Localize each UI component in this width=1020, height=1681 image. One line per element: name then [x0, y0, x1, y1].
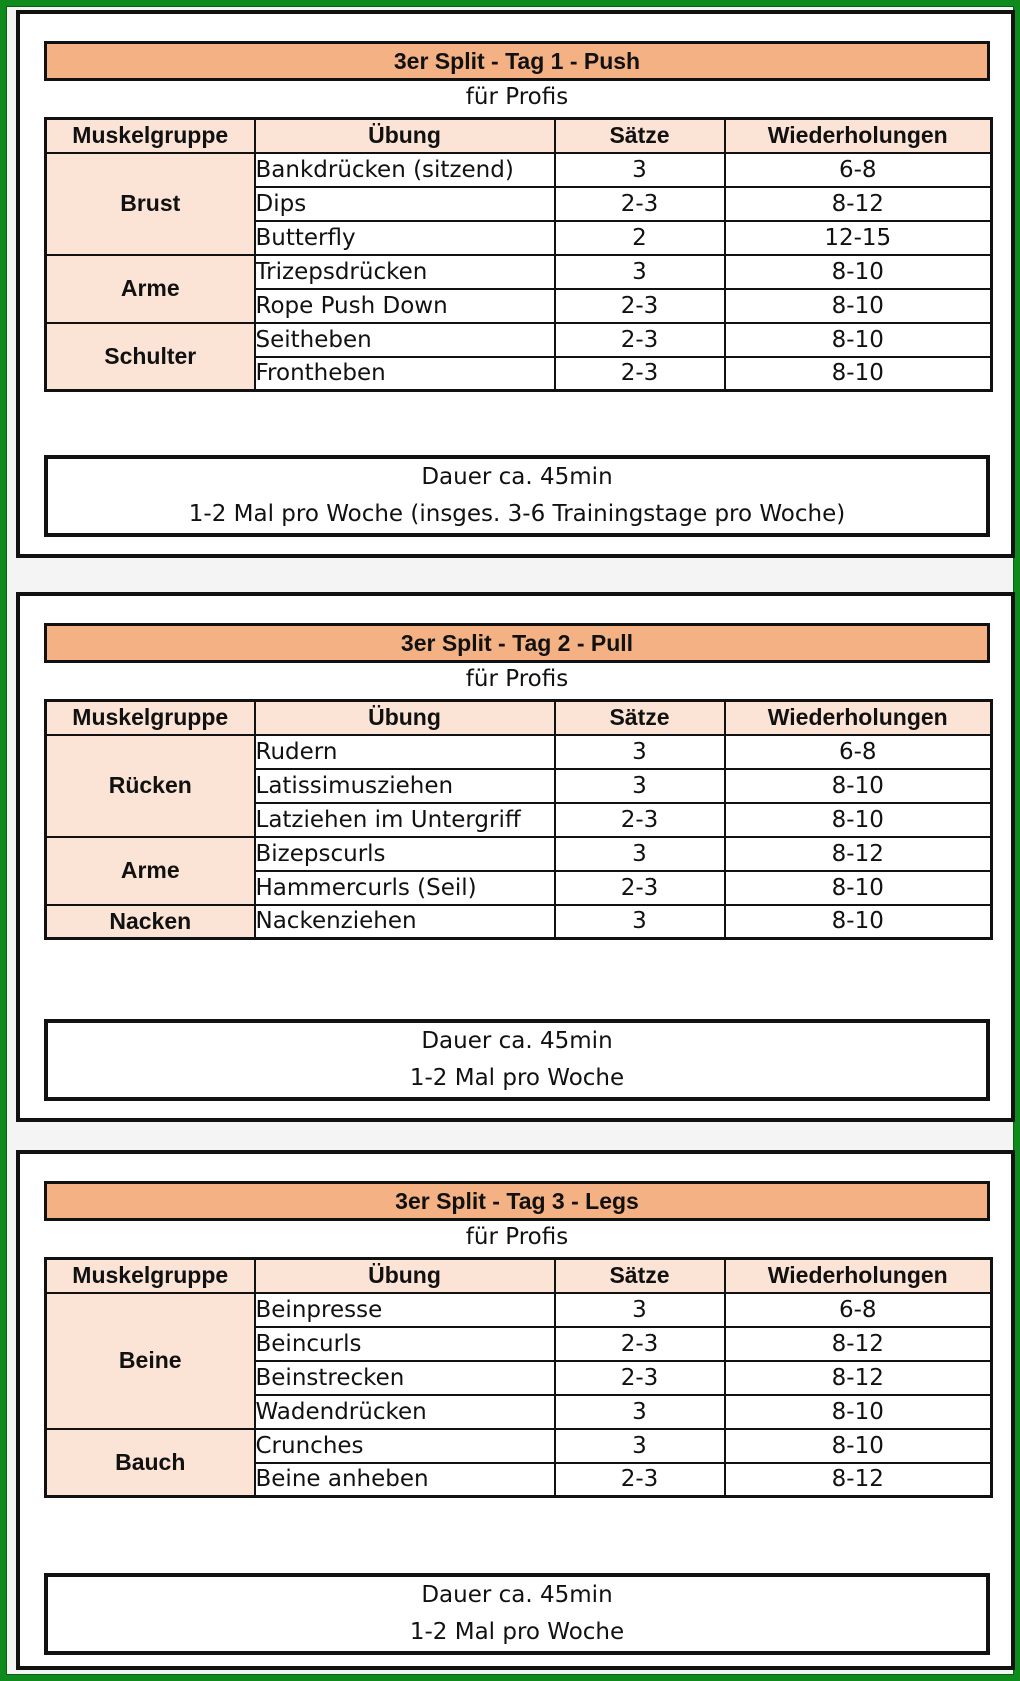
exercise-table: [44, 117, 993, 392]
sets-cell: 2: [555, 221, 725, 255]
day-subtitle: für Profis: [465, 84, 569, 110]
exercise-cell: Rudern: [255, 735, 555, 769]
day-3-panel: [16, 1150, 1015, 1670]
sets-cell: 3: [555, 1395, 725, 1429]
col-header-muscle-group: Muskelgruppe: [46, 119, 255, 153]
exercise-cell: Seitheben: [255, 323, 555, 357]
muscle-group-cell: Brust: [46, 153, 255, 255]
muscle-group-cell: Arme: [46, 837, 255, 905]
table-row: [46, 735, 992, 769]
reps-cell: 8-10: [725, 357, 992, 391]
duration-text: Dauer ca. 45min: [421, 464, 613, 490]
frequency-text: 1-2 Mal pro Woche: [409, 1619, 625, 1645]
sets-cell: 2-3: [555, 1327, 725, 1361]
table-row: [46, 1429, 992, 1463]
reps-cell: 6-8: [725, 735, 992, 769]
muscle-group-cell: Schulter: [46, 323, 255, 391]
duration-info-box: [44, 1019, 990, 1101]
exercise-cell: Frontheben: [255, 357, 555, 391]
sets-cell: 2-3: [555, 357, 725, 391]
sets-cell: 3: [555, 837, 725, 871]
reps-cell: 8-10: [725, 1429, 992, 1463]
reps-cell: 8-10: [725, 769, 992, 803]
exercise-cell: Rope Push Down: [255, 289, 555, 323]
day-subtitle: für Profis: [465, 666, 569, 692]
exercise-cell: Latissimusziehen: [255, 769, 555, 803]
sets-cell: 2-3: [555, 803, 725, 837]
day-title: 3er Split - Tag 2 - Pull: [44, 623, 990, 663]
exercise-table: [44, 1257, 993, 1498]
sets-cell: 2-3: [555, 871, 725, 905]
duration-info-box: [44, 1573, 990, 1655]
duration-text: Dauer ca. 45min: [421, 1582, 613, 1608]
col-header-reps: Wiederholungen: [725, 119, 992, 153]
table-row: [46, 323, 992, 357]
muscle-group-cell: Nacken: [46, 905, 255, 939]
duration-text: Dauer ca. 45min: [421, 1028, 613, 1054]
day-title: 3er Split - Tag 1 - Push: [44, 41, 990, 81]
col-header-reps: Wiederholungen: [725, 701, 992, 735]
exercise-cell: Crunches: [255, 1429, 555, 1463]
frequency-text: 1-2 Mal pro Woche (insges. 3-6 Trainingstage pro Woche): [188, 501, 846, 527]
table-header-row: [46, 119, 992, 153]
frequency-text: 1-2 Mal pro Woche: [409, 1065, 625, 1091]
reps-cell: 8-10: [725, 289, 992, 323]
sets-cell: 2-3: [555, 323, 725, 357]
day-title: 3er Split - Tag 3 - Legs: [44, 1181, 990, 1221]
reps-cell: 12-15: [725, 221, 992, 255]
reps-cell: 8-12: [725, 187, 992, 221]
exercise-cell: Wadendrücken: [255, 1395, 555, 1429]
table-header-row: [46, 1259, 992, 1293]
reps-cell: 8-12: [725, 1327, 992, 1361]
exercise-table: [44, 699, 993, 940]
sets-cell: 3: [555, 153, 725, 187]
col-header-sets: Sätze: [555, 1259, 725, 1293]
col-header-sets: Sätze: [555, 119, 725, 153]
day-1-panel: [16, 10, 1015, 558]
col-header-reps: Wiederholungen: [725, 1259, 992, 1293]
reps-cell: 8-10: [725, 905, 992, 939]
muscle-group-cell: Bauch: [46, 1429, 255, 1497]
exercise-cell: Butterfly: [255, 221, 555, 255]
day-2-panel: [16, 592, 1015, 1122]
col-header-muscle-group: Muskelgruppe: [46, 1259, 255, 1293]
duration-info-box: [44, 455, 990, 537]
table-row: [46, 1293, 992, 1327]
col-header-exercise: Übung: [255, 1259, 555, 1293]
reps-cell: 8-10: [725, 1395, 992, 1429]
page-frame: [6, 6, 1014, 1675]
sets-cell: 2-3: [555, 187, 725, 221]
reps-cell: 8-10: [725, 803, 992, 837]
col-header-muscle-group: Muskelgruppe: [46, 701, 255, 735]
reps-cell: 8-12: [725, 837, 992, 871]
col-header-exercise: Übung: [255, 119, 555, 153]
day-subtitle: für Profis: [465, 1224, 569, 1250]
table-row: [46, 153, 992, 187]
sets-cell: 2-3: [555, 1463, 725, 1497]
exercise-cell: Dips: [255, 187, 555, 221]
muscle-group-cell: Beine: [46, 1293, 255, 1429]
reps-cell: 8-10: [725, 871, 992, 905]
sets-cell: 2-3: [555, 289, 725, 323]
muscle-group-cell: Rücken: [46, 735, 255, 837]
exercise-cell: Beinstrecken: [255, 1361, 555, 1395]
table-row: [46, 837, 992, 871]
reps-cell: 6-8: [725, 153, 992, 187]
reps-cell: 8-12: [725, 1463, 992, 1497]
sets-cell: 3: [555, 769, 725, 803]
sets-cell: 3: [555, 255, 725, 289]
table-row: [46, 905, 992, 939]
reps-cell: 8-10: [725, 323, 992, 357]
reps-cell: 8-12: [725, 1361, 992, 1395]
exercise-cell: Beincurls: [255, 1327, 555, 1361]
col-header-sets: Sätze: [555, 701, 725, 735]
exercise-cell: Bankdrücken (sitzend): [255, 153, 555, 187]
sets-cell: 3: [555, 905, 725, 939]
exercise-cell: Beine anheben: [255, 1463, 555, 1497]
exercise-cell: Hammercurls (Seil): [255, 871, 555, 905]
table-header-row: [46, 701, 992, 735]
exercise-cell: Bizepscurls: [255, 837, 555, 871]
muscle-group-cell: Arme: [46, 255, 255, 323]
exercise-cell: Beinpresse: [255, 1293, 555, 1327]
col-header-exercise: Übung: [255, 701, 555, 735]
exercise-cell: Nackenziehen: [255, 905, 555, 939]
sets-cell: 3: [555, 1293, 725, 1327]
exercise-cell: Latziehen im Untergriff: [255, 803, 555, 837]
sets-cell: 3: [555, 1429, 725, 1463]
table-row: [46, 255, 992, 289]
reps-cell: 8-10: [725, 255, 992, 289]
exercise-cell: Trizepsdrücken: [255, 255, 555, 289]
sets-cell: 3: [555, 735, 725, 769]
sets-cell: 2-3: [555, 1361, 725, 1395]
reps-cell: 6-8: [725, 1293, 992, 1327]
